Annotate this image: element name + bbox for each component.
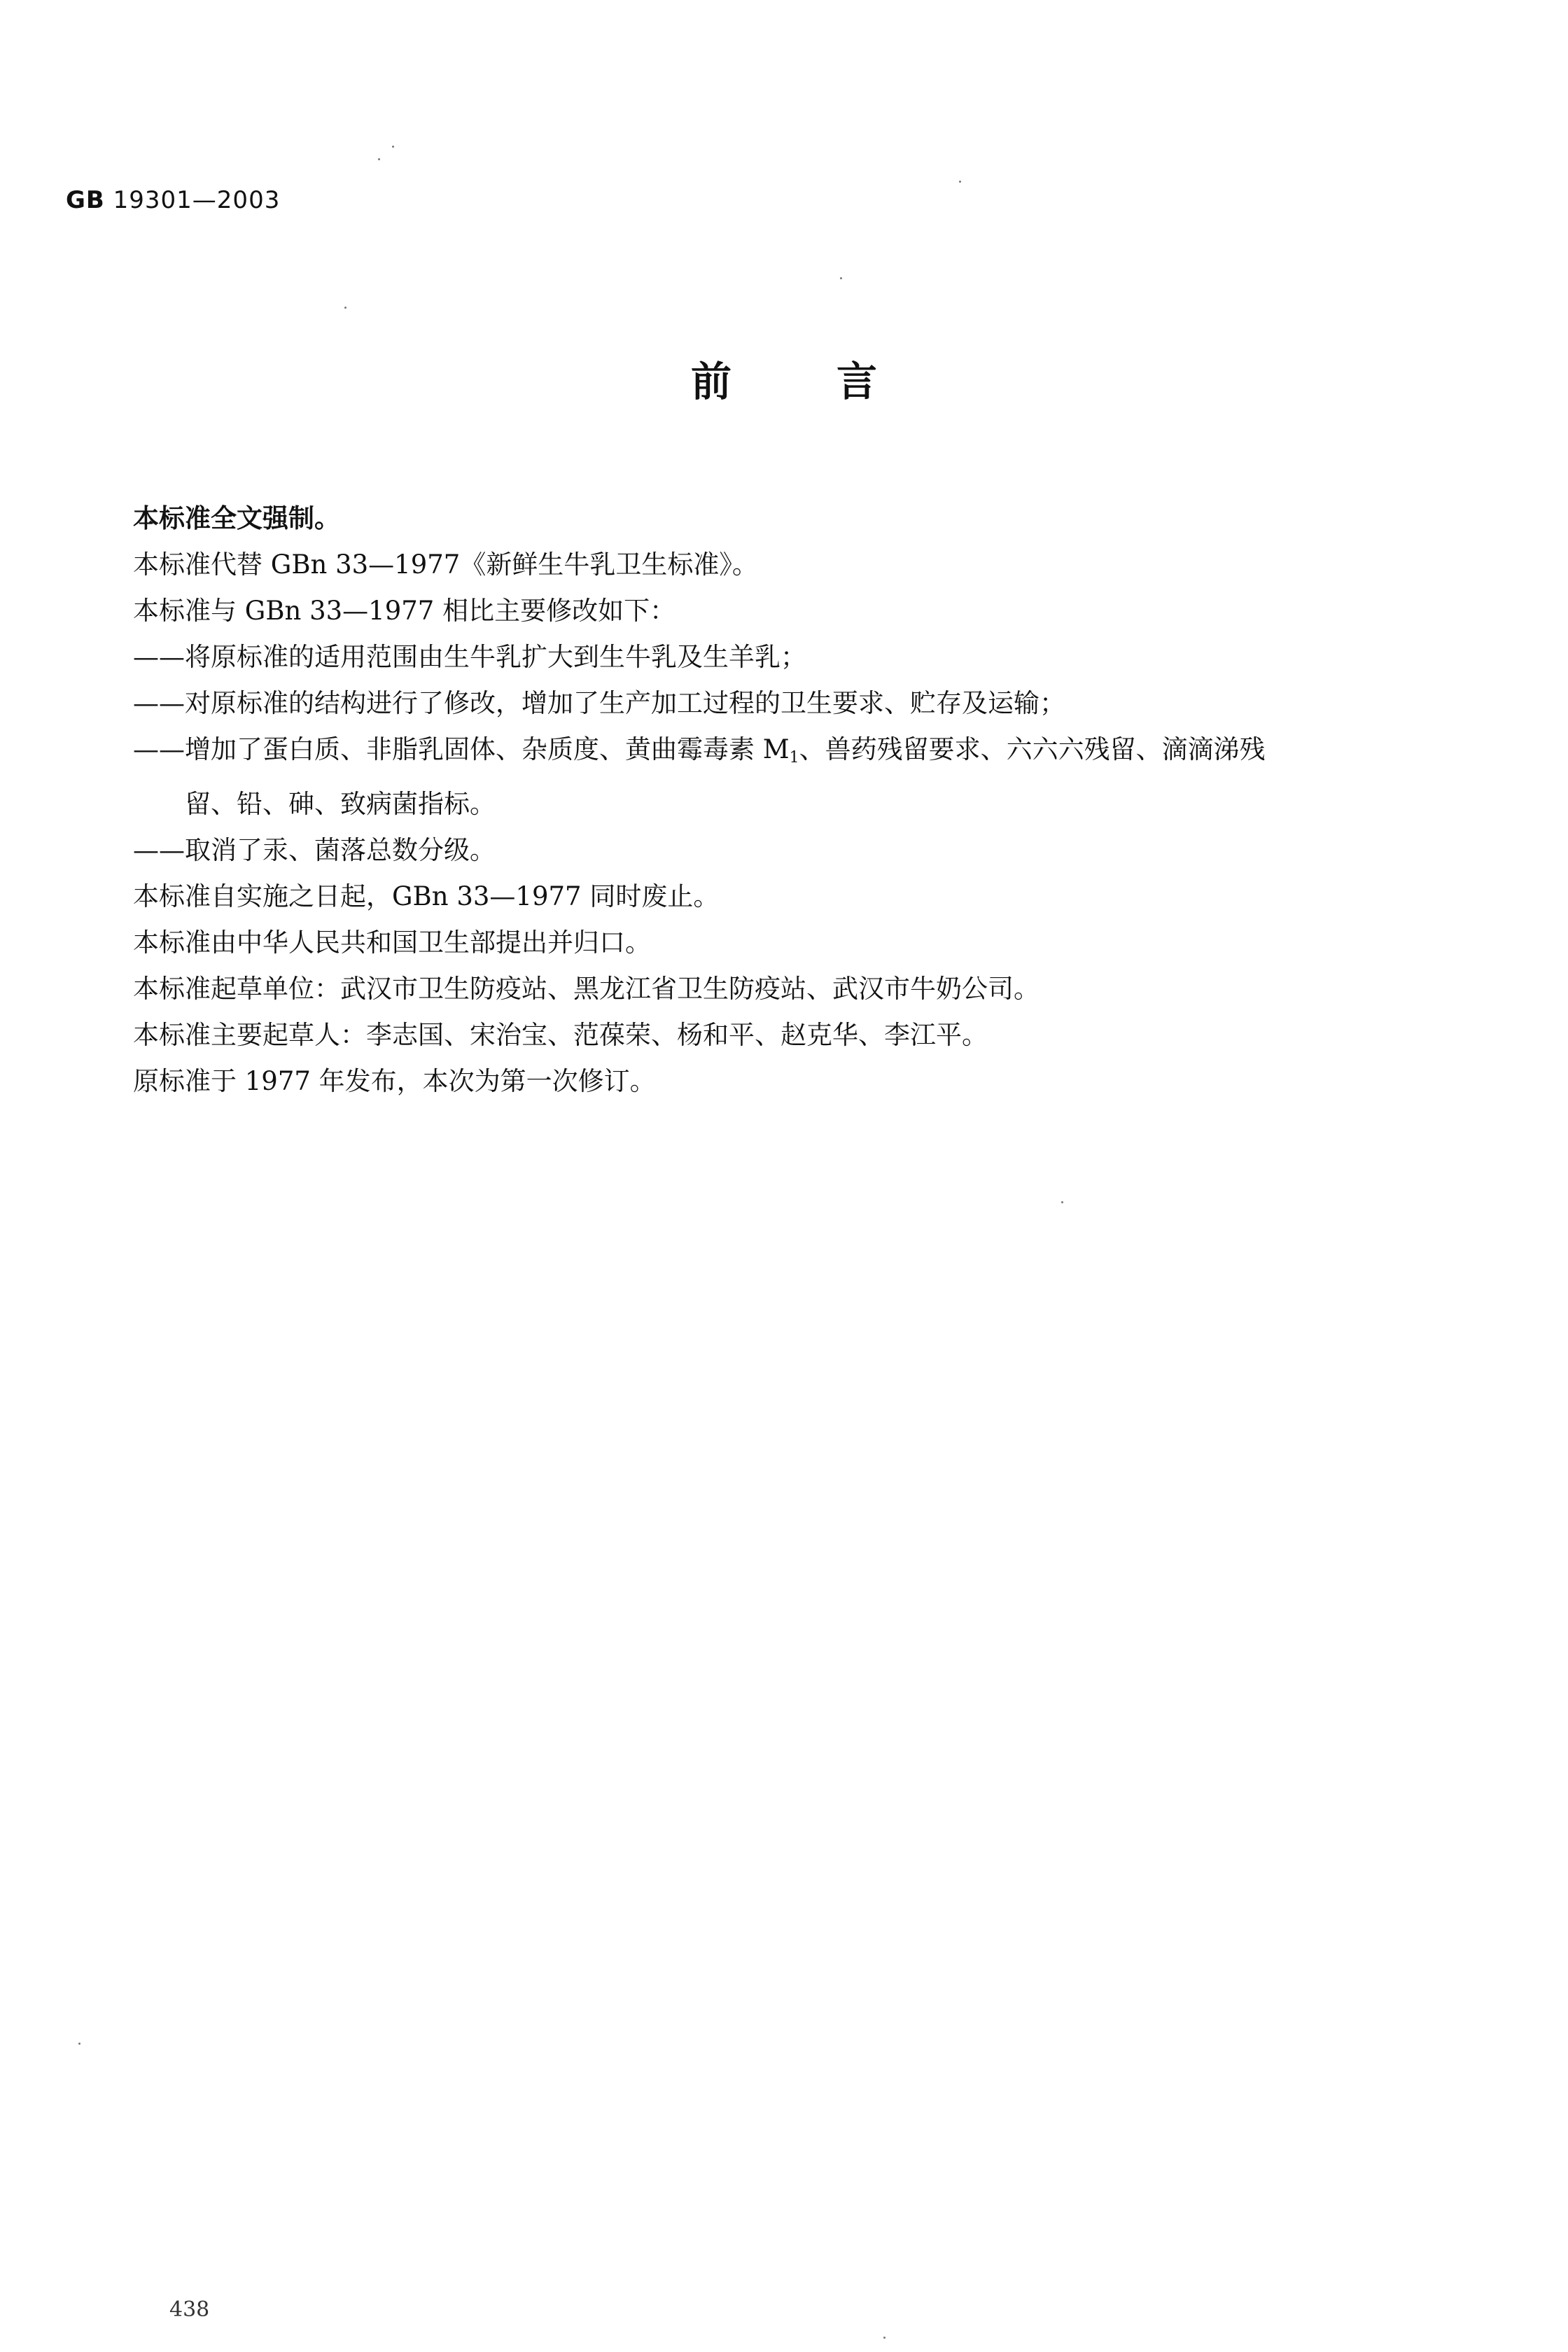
paragraph-effective: 本标准自实施之日起，GBn 33—1977 同时废止。: [133, 881, 720, 911]
list-item-added-indicators-continued: 留、铅、砷、致病菌指标。: [185, 789, 496, 819]
scan-speck: [883, 2337, 886, 2339]
scan-speck: [344, 307, 346, 309]
scan-speck: [959, 181, 961, 183]
scan-speck: [78, 2043, 80, 2045]
standard-number: 19301—2003: [113, 186, 281, 214]
paragraph-replaces: 本标准代替 GBn 33—1977《新鲜生牛乳卫生标准》。: [133, 550, 758, 580]
paragraph-proposed-by: 本标准由中华人民共和国卫生部提出并归口。: [133, 927, 651, 958]
added-indicators-part-2: 、兽药残留要求、六六六残留、滴滴涕残: [799, 734, 1266, 764]
list-item-added-indicators: [133, 727, 1449, 781]
added-indicators-part-1: ——增加了蛋白质、非脂乳固体、杂质度、黄曲霉毒素 M: [133, 734, 790, 764]
list-item-structure: ——对原标准的结构进行了修改，增加了生产加工过程的卫生要求、贮存及运输；: [133, 688, 1065, 718]
standard-prefix: GB: [66, 186, 105, 214]
scan-speck: [392, 146, 394, 148]
list-item-removed: ——取消了汞、菌落总数分级。: [133, 835, 496, 865]
paragraph-history: 原标准于 1977 年发布，本次为第一次修订。: [133, 1066, 656, 1096]
document-header-code: [66, 186, 280, 214]
paragraph-drafting-units: 本标准起草单位：武汉市卫生防疫站、黑龙江省卫生防疫站、武汉市牛奶公司。: [133, 974, 1040, 1004]
scan-speck: [378, 158, 380, 160]
page-title: 前言: [690, 358, 982, 405]
page-number: 438: [169, 2297, 210, 2322]
scan-speck: [840, 277, 842, 279]
paragraph-changes-intro: 本标准与 GBn 33—1977 相比主要修改如下：: [133, 596, 676, 626]
paragraph-drafters: 本标准主要起草人：李志国、宋治宝、范葆荣、杨和平、赵克华、李江平。: [133, 1020, 988, 1050]
foreword-body: [133, 496, 1449, 1105]
aflatoxin-subscript: 1: [789, 749, 799, 766]
list-item-scope: ——将原标准的适用范围由生牛乳扩大到生牛乳及生羊乳；: [133, 642, 806, 672]
paragraph-mandatory: 本标准全文强制。: [133, 503, 340, 533]
scan-speck: [1061, 1201, 1063, 1203]
